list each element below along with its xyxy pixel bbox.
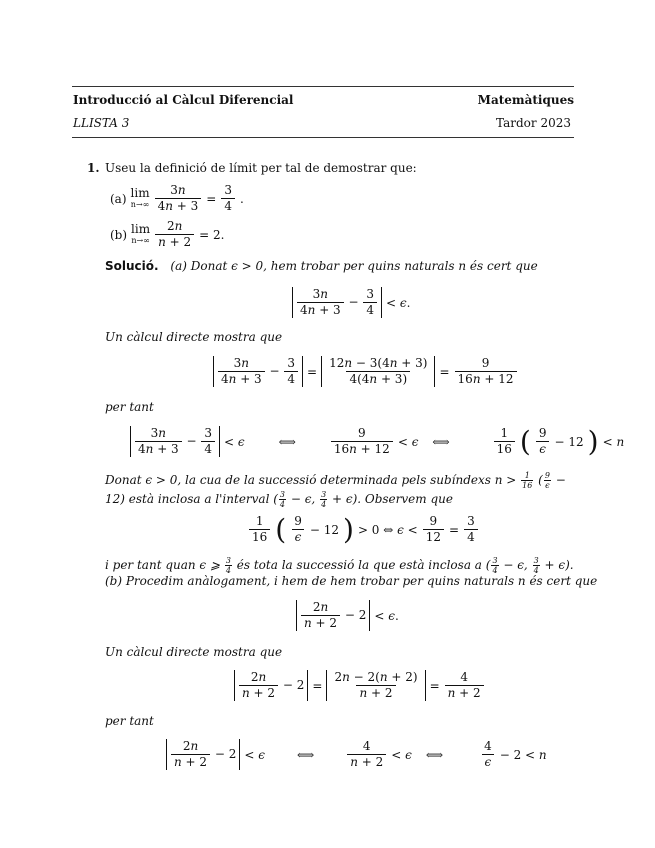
part-b-label: (b) [110, 227, 128, 242]
term-label: Tardor 2023 [496, 116, 571, 130]
solution-label: Solució. [105, 259, 159, 273]
inequality-b: $\frac{2n}{n + 2}$ − 2 < ϵ. [296, 600, 399, 631]
donat-paragraph: Donat ϵ > 0, la cua de la successió determinada pels subíndexs n > $\frac{1}{16}$ ( $\frac{9}{\epsilon}$ − 12) està inclosa a l'interval ( $\frac{3}{4}$ − ϵ, $\frac{3}{4}$ + ϵ). Observem que [105, 471, 566, 509]
problem-statement: Useu la definició de límit per tal de demostrar que: [105, 161, 417, 175]
limit-operator: lim n→∞ [130, 185, 150, 209]
solution-intro: Solució. (a) Donat ϵ > 0, hem trobar per quins naturals n és cert que [105, 259, 538, 273]
direct-calc-a: Un càlcul directe mostra que [105, 330, 283, 344]
observem-equation: $\frac{1}{16}$ ( $\frac{9}{\epsilon}$ − 12 ) > 0 ⇔ ϵ < $\frac{9}{12}$ = $\frac{3}{4}$ [248, 513, 479, 546]
header-bottom-rule [72, 137, 574, 138]
calc-b: $\frac{2n}{n + 2}$ − 2 = $\frac{2n - 2(n + 2)}{n + 2}$ = $\frac{4}{n + 2}$ [234, 670, 485, 701]
equivalences-a: $\frac{3n}{4n + 3}$ − $\frac{3}{4}$ < ϵ ⟺ $\frac{9}{16n + 12}$ < ϵ ⟺ $\frac{1}{16}$ ( $\frac{9}{\epsilon}$ − 12 ) < n [130, 425, 624, 458]
header-top-rule [72, 86, 574, 87]
part-b: (b) lim n→∞ $\frac{2n}{n + 2}$ = 2. [110, 219, 225, 249]
fraction-3n-over-4n3: $\frac{3n}{4n + 3}$ [155, 183, 202, 214]
subject-title: Matemàtiques [477, 93, 574, 107]
direct-calc-b: Un càlcul directe mostra que [105, 645, 283, 659]
per-tant-b: per tant [105, 714, 154, 728]
calc-a: $\frac{3n}{4n + 3}$ − $\frac{3}{4}$ = $\frac{12n - 3(4n + 3)}{4(4n + 3)}$ = $\frac{9}{16n + 12}$ [213, 356, 518, 387]
final-a: i per tant quan ϵ ⩾ $\frac{3}{4}$ és tota la successió la que està inclosa a ( $\frac{3}{4}$ − ϵ, $\frac{3}{4}$ + ϵ). [105, 556, 574, 575]
fraction-2n-over-n2: $\frac{2n}{n + 2}$ [155, 219, 194, 250]
course-title: Introducció al Càlcul Diferencial [73, 93, 294, 107]
fraction-3-4: $\frac{3}{4}$ [221, 183, 235, 214]
part-a: (a) lim n→∞ $\frac{3n}{4n + 3}$ = $\frac{3}{4}$ . [110, 183, 244, 213]
per-tant-a: per tant [105, 400, 154, 414]
equivalences-b: $\frac{2n}{n + 2}$ − 2 < ϵ ⟺ $\frac{4}{n + 2}$ < ϵ ⟺ $\frac{4}{\epsilon}$ − 2 < n [166, 739, 547, 770]
problem-number: 1. [87, 161, 100, 175]
list-label: LLISTA 3 [73, 116, 130, 130]
b-intro: (b) Procedim anàlogament, i hem de hem trobar per quins naturals n és cert que [105, 574, 598, 588]
part-a-label: (a) [110, 191, 127, 206]
inequality-a: $\frac{3n}{4n + 3}$ − $\frac{3}{4}$ < ϵ. [292, 287, 410, 318]
limit-operator: lim n→∞ [131, 221, 151, 245]
